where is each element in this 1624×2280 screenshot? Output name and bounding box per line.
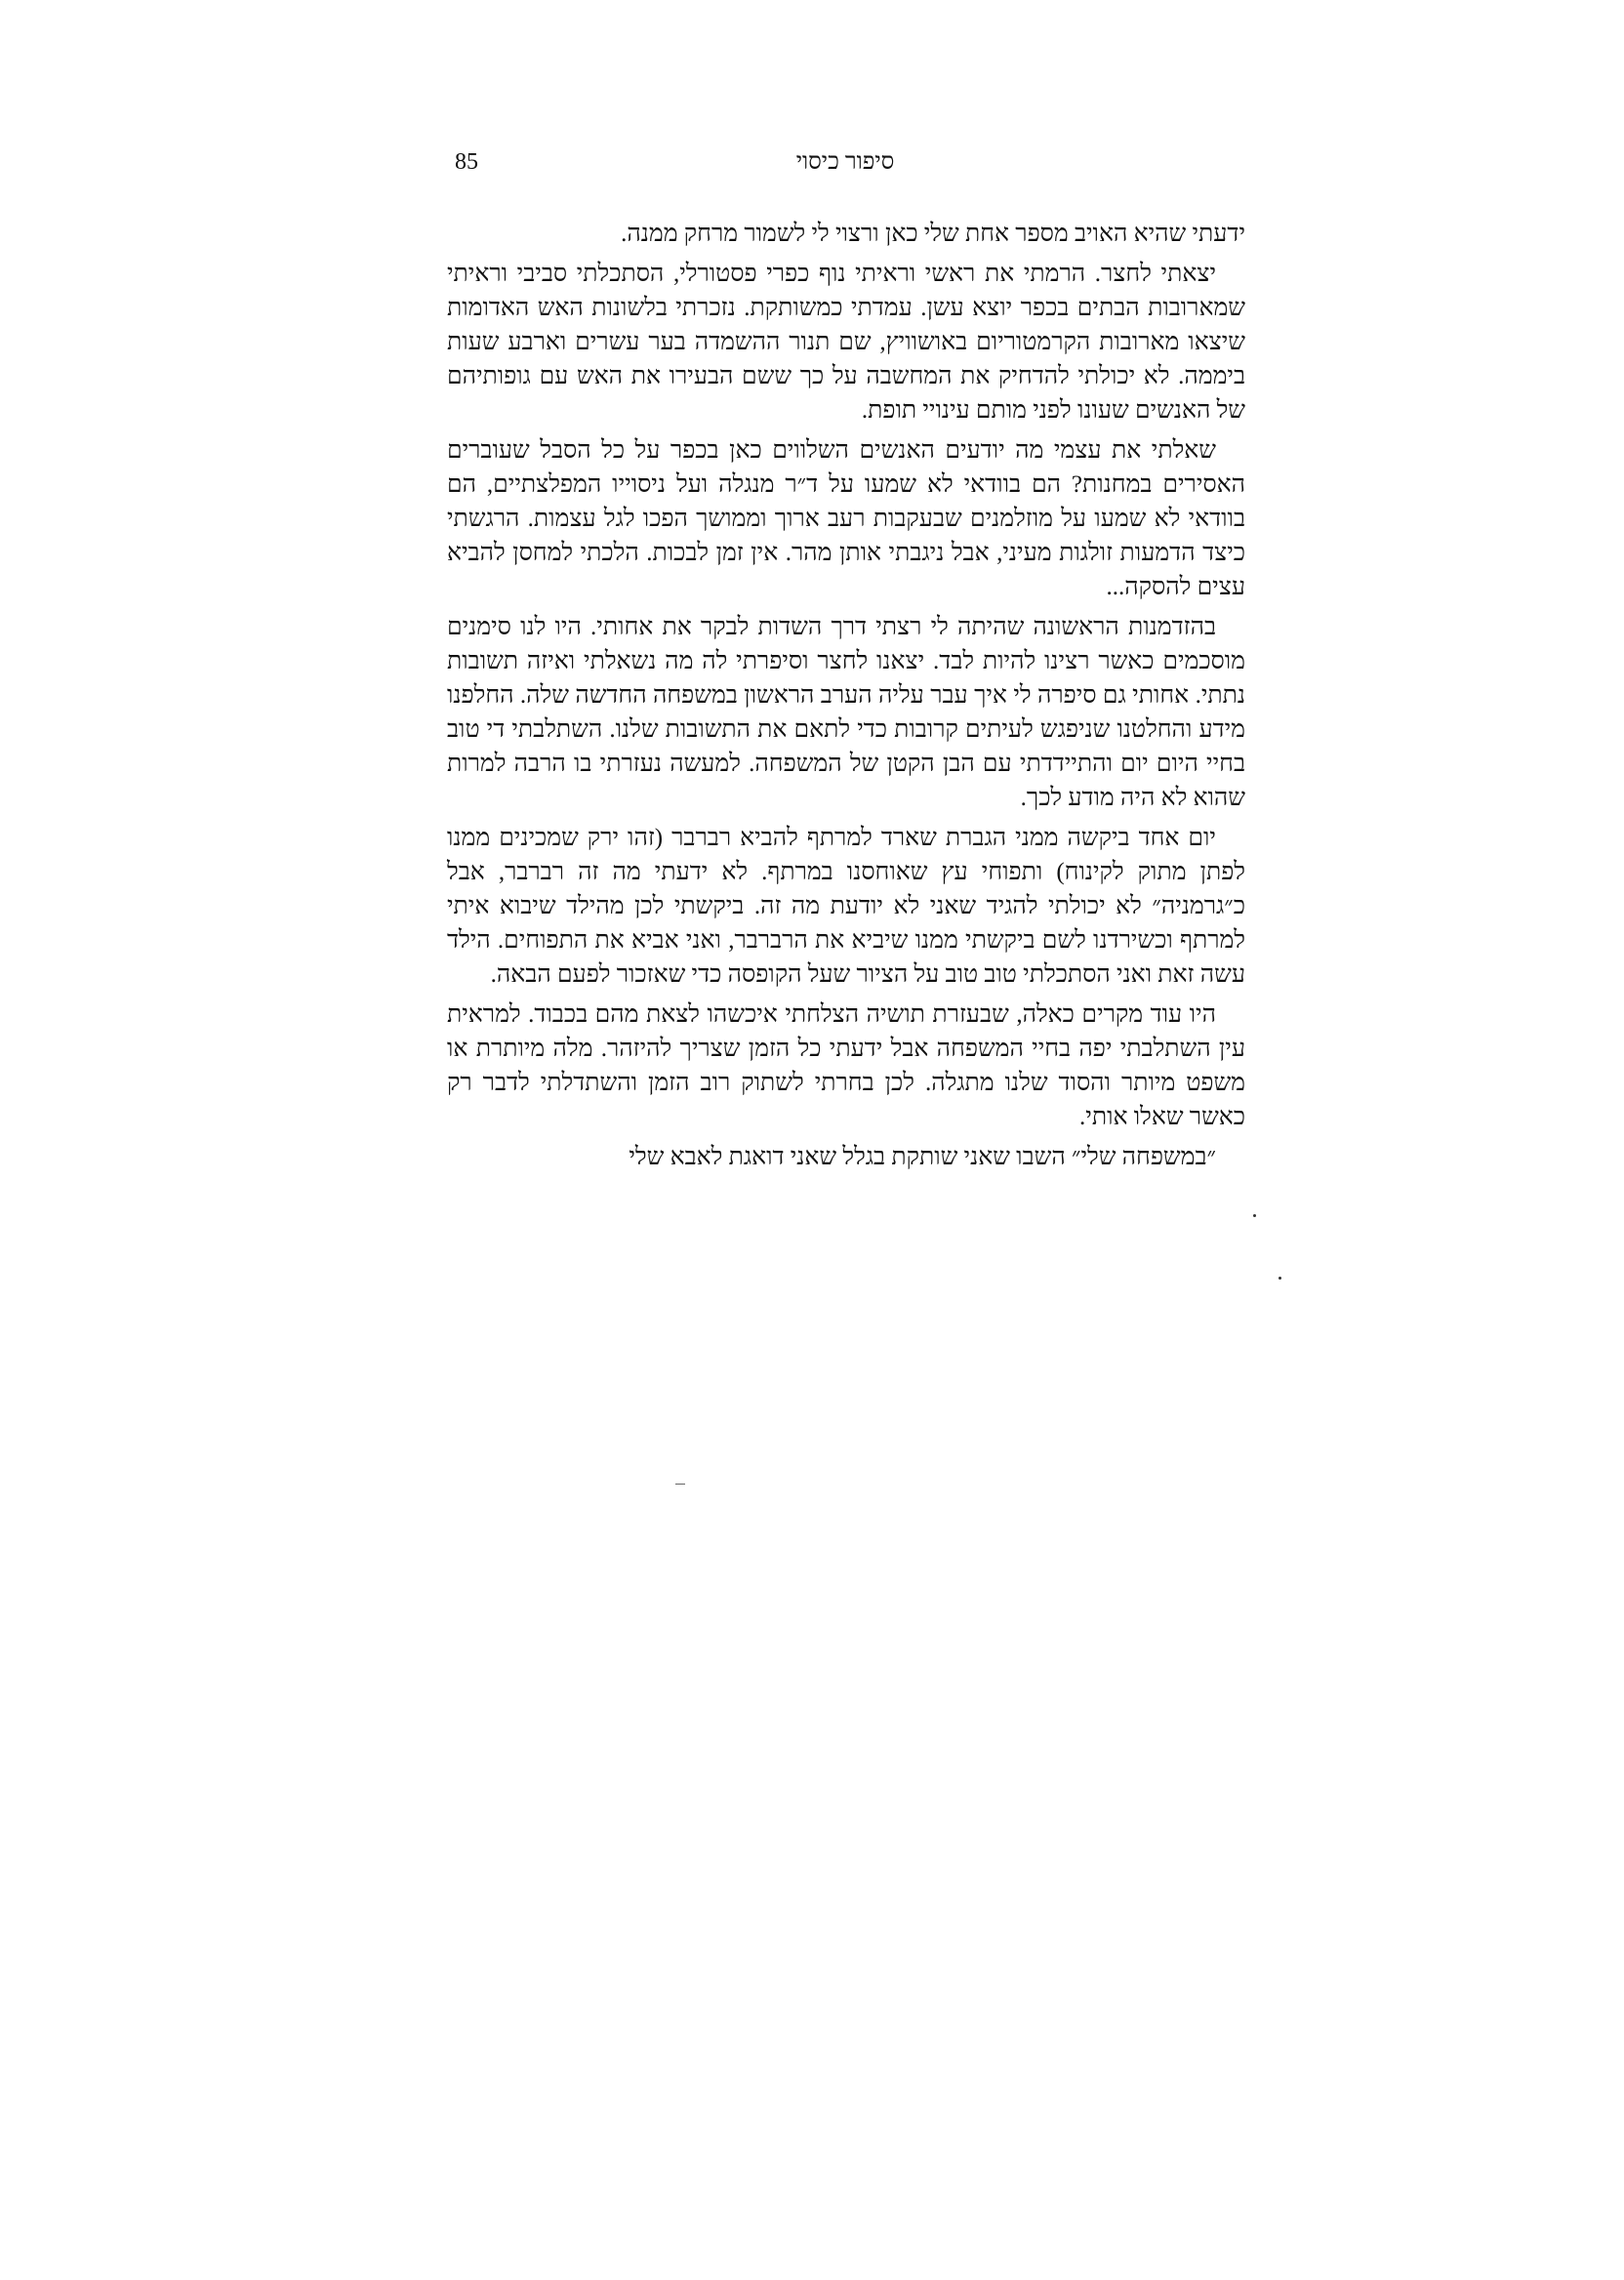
- bottom-mark: [675, 1484, 685, 1485]
- page-header: [455, 146, 1236, 185]
- paragraph: שאלתי את עצמי מה יודעים האנשים השלווים כאן בכפר על כל הסבל שעוברים האסירים במחנות? הם בוודאי לא שמעו על ד״ר מנגלה ועל ניסוייו המפלצתיים, הם בוודאי לא שמעו על מוזלמנים שבעקבות רעב ארוך וממושך הפכו לגל עצמות. הרגשתי כיצד הדמעות זולגות מעיני, אבל ניגבתי אותן מהר. אין זמן לבכות. הלכתי למחסן להביא עצים להסקה...: [447, 437, 1245, 600]
- body-text: [447, 217, 1245, 1180]
- paragraph: ״במשפחה שלי״ השבו שאני שותקת בגלל שאני דואגת לאבא שלי: [629, 1144, 1216, 1170]
- paragraph: היו עוד מקרים כאלה, שבעזרת תושיה הצלחתי איכשהו לצאת מהם בכבוד. למראית עין השתלבתי יפה בחיי המשפחה אבל ידעתי כל הזמן שצריך להיזהר. מלה מיותרת או משפט מיותר והסוד שלנו מתגלה. לכן בחרתי לשתוק רוב הזמן והשתדלתי לדבר רק כאשר שאלו אותי.: [447, 1001, 1245, 1130]
- paragraph: יום אחד ביקשה ממני הגברת שארד למרתף להביא רברבר (זהו ירק שמכינים ממנו לפתן מתוק לקינוח) ותפוחי עץ שאוחסנו במרתף. לא ידעתי מה זה רברבר, אבל כ״גרמניה״ לא יכולתי להגיד שאני לא יודעת מה זה. ביקשתי לכן מהילד שיבוא איתי למרתף וכשירדנו לשם ביקשתי ממנו שיביא את הרברבר, ואני אביא את התפוחים. הילד עשה זאת ואני הסתכלתי טוב טוב על הציור שעל הקופסה כדי שאזכור לפעם הבאה.: [447, 825, 1245, 988]
- paragraph: ידעתי שהיא האויב מספר אחת שלי כאן ורצוי לי לשמור מרחק ממנה.: [621, 221, 1245, 247]
- running-title: סיפור כיסוי: [795, 149, 895, 175]
- margin-speck: [1253, 1214, 1256, 1217]
- margin-speck: [1279, 1277, 1281, 1280]
- paragraph: בהזדמנות הראשונה שהיתה לי רצתי דרך השדות לבקר את אחותי. היו לנו סימנים מוסכמים כאשר רצינו להיות לבד. יצאנו לחצר וסיפרתי לה מה נשאלתי ואיזה תשובות נתתי. אחותי גם סיפרה לי איך עבר עליה הערב הראשון במשפחה החדשה שלה. החלפנו מידע והחלטנו שניפגש לעיתים קרובות כדי לתאם את התשובות שלנו. השתלבתי די טוב בחיי היום יום והתיידדתי עם הבן הקטן של המשפחה. למעשה נעזרתי בו הרבה למרות שהוא לא היה מודע לכך.: [447, 614, 1245, 811]
- page-number: 85: [455, 149, 478, 175]
- paragraph: יצאתי לחצר. הרמתי את ראשי וראיתי נוף כפרי פסטורלי, הסתכלתי סביבי וראיתי שמארובות הבתים בכפר יוצא עשן. עמדתי כמשותקת. נזכרתי בלשונות האש האדומות שיצאו מארובות הקרמטוריום באושוויץ, שם תנור ההשמדה בער עשרים וארבע שעות ביממה. לא יכולתי להדחיק את המחשבה על כך ששם הבעירו את האש עם גופותיהם של האנשים שעונו לפני מותם עינויי תופת.: [447, 261, 1245, 424]
